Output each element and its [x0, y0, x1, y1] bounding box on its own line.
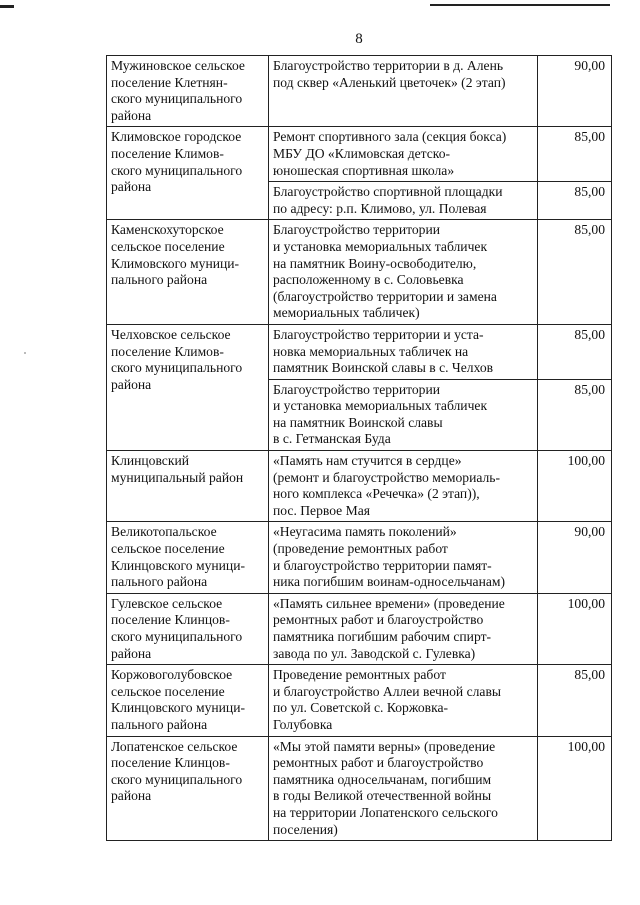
project-row — [269, 56, 612, 126]
project-row — [269, 522, 612, 592]
project-description-cell: Ремонт спортивного зала (секция бокса) МБУ ДО «Климовская детско- юношеская спортивная школа» — [269, 127, 538, 181]
project-list — [269, 220, 612, 324]
project-list — [269, 522, 612, 592]
municipality-cell: Коржовоголубовское сельское поселение Клинцовского муници- пального района — [107, 665, 269, 735]
project-list — [269, 594, 612, 664]
table-row — [107, 737, 612, 842]
amount-cell: 85,00 — [538, 325, 612, 379]
amount-cell: 85,00 — [538, 380, 612, 450]
project-description-cell: «Неугасима память поколений» (проведение ремонтных работ и благоустройство территории памят- ника погибшим воинам-односельчанам) — [269, 522, 538, 592]
project-list — [269, 56, 612, 126]
amount-cell: 90,00 — [538, 522, 612, 592]
project-description-cell: «Мы этой памяти верны» (проведение ремонтных работ и благоустройство памятника односельчанам, погибшим в годы Великой отечественной войны на территории Лопатенского сельского поселения) — [269, 737, 538, 841]
table-row — [107, 451, 612, 522]
amount-cell: 85,00 — [538, 665, 612, 735]
project-row — [269, 737, 612, 841]
amount-cell: 100,00 — [538, 737, 612, 841]
project-row — [269, 594, 612, 664]
table-row — [107, 56, 612, 127]
project-description-cell: Благоустройство спортивной площадки по адресу: р.п. Климово, ул. Полевая — [269, 182, 538, 219]
municipality-cell: Лопатенское сельское поселение Клинцов- ского муниципального района — [107, 737, 269, 841]
project-description-cell: Благоустройство территории и установка мемориальных табличек на памятник Воинской славы в с. Гетманская Буда — [269, 380, 538, 450]
municipality-cell: Челховское сельское поселение Климов- ского муниципального района — [107, 325, 269, 450]
project-list — [269, 665, 612, 735]
amount-cell: 90,00 — [538, 56, 612, 126]
project-list — [269, 451, 612, 521]
municipality-cell: Клинцовский муниципальный район — [107, 451, 269, 521]
municipality-cell: Каменскохуторское сельское поселение Климовского муници- пального района — [107, 220, 269, 324]
municipality-cell: Великотопальское сельское поселение Клинцовского муници- пального района — [107, 522, 269, 592]
project-row — [269, 379, 612, 450]
project-description-cell: «Память сильнее времени» (проведение ремонтных работ и благоустройство памятника погибшим рабочим спирт- завода по ул. Заводской с. Гулевка) — [269, 594, 538, 664]
project-row — [269, 127, 612, 181]
table-row — [107, 325, 612, 451]
project-description-cell: Благоустройство территории и установка мемориальных табличек на памятник Воину-освободителю, расположенному в с. Соловьевка (благоустройство территории и замена мемориальных табличек) — [269, 220, 538, 324]
amount-cell: 100,00 — [538, 451, 612, 521]
project-row — [269, 220, 612, 324]
project-description-cell: Проведение ремонтных работ и благоустройство Аллеи вечной славы по ул. Советской с. Коржовка- Голубовка — [269, 665, 538, 735]
project-description-cell: «Память нам стучится в сердце» (ремонт и благоустройство мемориаль- ного комплекса «Речечка» (2 этап)), пос. Первое Мая — [269, 451, 538, 521]
municipality-cell: Мужиновское сельское поселение Клетнян- ского муниципального района — [107, 56, 269, 126]
table-row — [107, 127, 612, 220]
amount-cell: 100,00 — [538, 594, 612, 664]
project-description-cell: Благоустройство территории в д. Алень под сквер «Аленький цветочек» (2 этап) — [269, 56, 538, 126]
corner-mark-right — [430, 4, 610, 6]
corner-mark-left — [0, 5, 14, 8]
table-row — [107, 220, 612, 325]
page-number: 8 — [355, 31, 363, 47]
municipality-cell: Климовское городское поселение Климов- ского муниципального района — [107, 127, 269, 219]
amount-cell: 85,00 — [538, 127, 612, 181]
table-row — [107, 665, 612, 736]
funding-table — [106, 55, 612, 841]
table-row — [107, 522, 612, 593]
project-row — [269, 665, 612, 735]
project-list — [269, 737, 612, 841]
project-list — [269, 325, 612, 450]
municipality-cell: Гулевское сельское поселение Клинцов- ского муниципального района — [107, 594, 269, 664]
amount-cell: 85,00 — [538, 182, 612, 219]
project-list — [269, 127, 612, 219]
project-row — [269, 451, 612, 521]
table-row — [107, 594, 612, 665]
amount-cell: 85,00 — [538, 220, 612, 324]
scan-speck — [24, 352, 26, 354]
project-row — [269, 181, 612, 219]
project-description-cell: Благоустройство территории и уста- новка мемориальных табличек на памятник Воинской славы в с. Челхов — [269, 325, 538, 379]
project-row — [269, 325, 612, 379]
